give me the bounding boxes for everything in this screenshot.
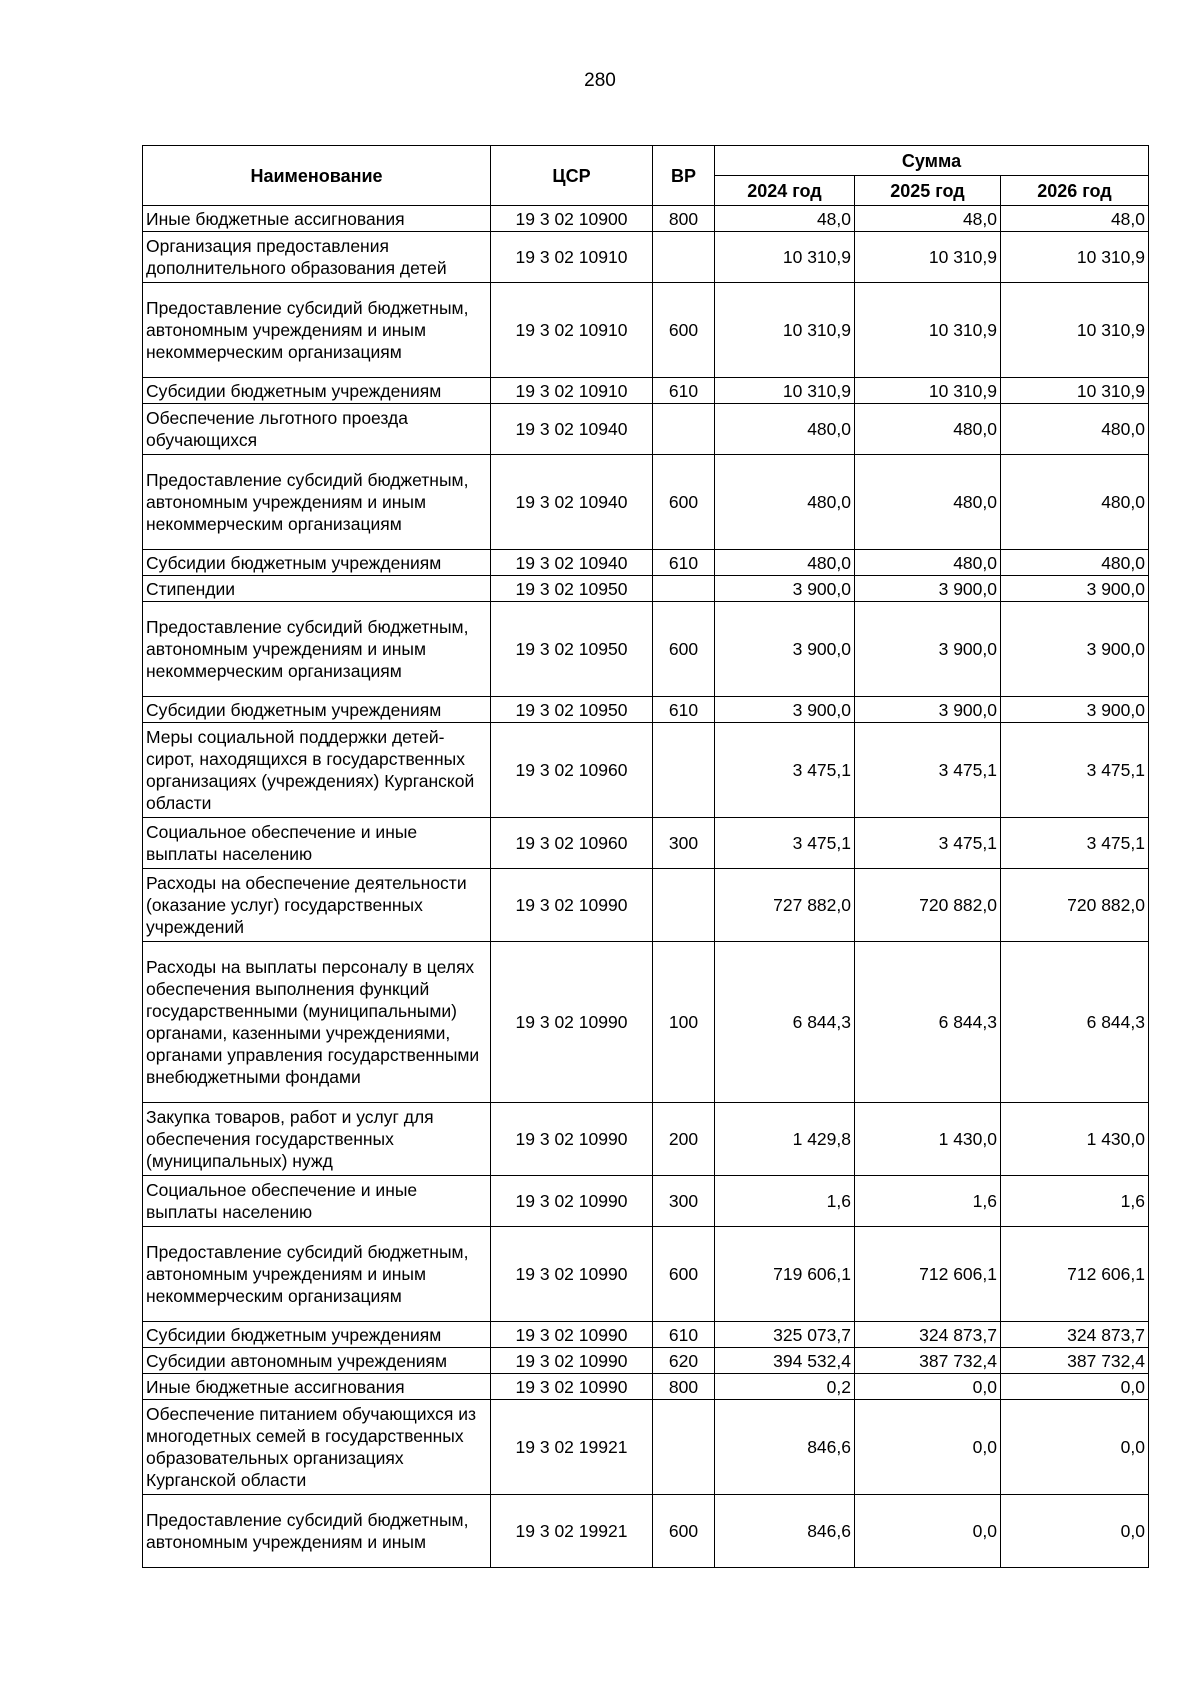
row-name: Предоставление субсидий бюджетным, автономным учреждениям и иным некоммерческим организациям: [143, 455, 491, 550]
row-csr: 19 3 02 10910: [491, 232, 653, 283]
header-vr: ВР: [653, 146, 715, 206]
row-csr: 19 3 02 10940: [491, 404, 653, 455]
page-number: 280: [584, 70, 616, 91]
table-row: [143, 1227, 1149, 1322]
row-name: Предоставление субсидий бюджетным, автономным учреждениям и иным некоммерческим организациям: [143, 283, 491, 378]
row-sum-2026: 10 310,9: [1001, 232, 1149, 283]
row-sum-2026: 0,0: [1001, 1400, 1149, 1495]
row-sum-2024: 10 310,9: [715, 283, 855, 378]
table-row: [143, 378, 1149, 404]
header-sum: Сумма: [715, 146, 1149, 176]
row-name: Субсидии бюджетным учреждениям: [143, 550, 491, 576]
row-vr: 610: [653, 697, 715, 723]
row-sum-2026: 387 732,4: [1001, 1348, 1149, 1374]
table-row: [143, 550, 1149, 576]
row-name: Расходы на выплаты персоналу в целях обеспечения выполнения функций государственными (муниципальными) органами, казенными учреждениями, органами управления государственными внебюджетными фондами: [143, 942, 491, 1103]
table-body: [143, 206, 1149, 1568]
row-sum-2026: 3 475,1: [1001, 818, 1149, 869]
table-row: [143, 697, 1149, 723]
row-vr: 300: [653, 818, 715, 869]
row-sum-2024: 480,0: [715, 455, 855, 550]
row-sum-2025: 3 900,0: [855, 697, 1001, 723]
row-csr: 19 3 02 19921: [491, 1400, 653, 1495]
row-sum-2024: 325 073,7: [715, 1322, 855, 1348]
row-sum-2026: 48,0: [1001, 206, 1149, 232]
row-sum-2026: 480,0: [1001, 404, 1149, 455]
table-row: [143, 1400, 1149, 1495]
table-row: [143, 1495, 1149, 1568]
row-name: Организация предоставления дополнительного образования детей: [143, 232, 491, 283]
row-sum-2025: 0,0: [855, 1495, 1001, 1568]
row-name: Социальное обеспечение и иные выплаты населению: [143, 1176, 491, 1227]
row-name: Расходы на обеспечение деятельности (оказание услуг) государственных учреждений: [143, 869, 491, 942]
row-sum-2024: 10 310,9: [715, 232, 855, 283]
row-sum-2025: 480,0: [855, 550, 1001, 576]
row-csr: 19 3 02 10990: [491, 1103, 653, 1176]
row-vr: [653, 869, 715, 942]
row-csr: 19 3 02 10960: [491, 818, 653, 869]
row-sum-2025: 10 310,9: [855, 283, 1001, 378]
row-name: Предоставление субсидий бюджетным, автономным учреждениям и иным некоммерческим организациям: [143, 602, 491, 697]
row-name: Обеспечение льготного проезда обучающихся: [143, 404, 491, 455]
row-sum-2024: 1,6: [715, 1176, 855, 1227]
row-vr: [653, 232, 715, 283]
table-row: [143, 602, 1149, 697]
header-year-2025: 2025 год: [855, 176, 1001, 206]
table-row: [143, 455, 1149, 550]
row-vr: 610: [653, 1322, 715, 1348]
row-sum-2024: 394 532,4: [715, 1348, 855, 1374]
row-vr: 200: [653, 1103, 715, 1176]
row-csr: 19 3 02 10990: [491, 1227, 653, 1322]
row-name: Иные бюджетные ассигнования: [143, 1374, 491, 1400]
table-row: [143, 723, 1149, 818]
header-year-2026: 2026 год: [1001, 176, 1149, 206]
row-name: Социальное обеспечение и иные выплаты населению: [143, 818, 491, 869]
row-csr: 19 3 02 19921: [491, 1495, 653, 1568]
row-name: Предоставление субсидий бюджетным, автономным учреждениям и иным: [143, 1495, 491, 1568]
header-name: Наименование: [143, 146, 491, 206]
row-sum-2025: 720 882,0: [855, 869, 1001, 942]
budget-table: [142, 145, 1149, 1568]
row-sum-2026: 720 882,0: [1001, 869, 1149, 942]
row-sum-2026: 712 606,1: [1001, 1227, 1149, 1322]
row-vr: 300: [653, 1176, 715, 1227]
row-sum-2025: 480,0: [855, 455, 1001, 550]
row-vr: 800: [653, 206, 715, 232]
row-vr: [653, 723, 715, 818]
row-sum-2025: 3 900,0: [855, 576, 1001, 602]
row-sum-2024: 0,2: [715, 1374, 855, 1400]
row-vr: 800: [653, 1374, 715, 1400]
row-vr: 600: [653, 283, 715, 378]
row-sum-2026: 3 900,0: [1001, 697, 1149, 723]
row-vr: [653, 1400, 715, 1495]
row-csr: 19 3 02 10990: [491, 942, 653, 1103]
row-csr: 19 3 02 10950: [491, 602, 653, 697]
row-csr: 19 3 02 10950: [491, 697, 653, 723]
row-sum-2025: 324 873,7: [855, 1322, 1001, 1348]
row-vr: 610: [653, 550, 715, 576]
row-sum-2026: 10 310,9: [1001, 378, 1149, 404]
row-sum-2026: 3 900,0: [1001, 576, 1149, 602]
row-csr: 19 3 02 10990: [491, 1374, 653, 1400]
row-sum-2024: 10 310,9: [715, 378, 855, 404]
table-row: [143, 232, 1149, 283]
row-csr: 19 3 02 10910: [491, 283, 653, 378]
row-sum-2024: 480,0: [715, 404, 855, 455]
table-row: [143, 1103, 1149, 1176]
row-csr: 19 3 02 10900: [491, 206, 653, 232]
row-sum-2025: 1 430,0: [855, 1103, 1001, 1176]
row-csr: 19 3 02 10990: [491, 1348, 653, 1374]
table-row: [143, 818, 1149, 869]
row-name: Закупка товаров, работ и услуг для обеспечения государственных (муниципальных) нужд: [143, 1103, 491, 1176]
row-sum-2025: 3 475,1: [855, 818, 1001, 869]
row-name: Предоставление субсидий бюджетным, автономным учреждениям и иным некоммерческим организациям: [143, 1227, 491, 1322]
row-sum-2025: 3 900,0: [855, 602, 1001, 697]
table-row: [143, 1176, 1149, 1227]
row-csr: 19 3 02 10940: [491, 550, 653, 576]
row-sum-2024: 3 900,0: [715, 602, 855, 697]
row-sum-2026: 10 310,9: [1001, 283, 1149, 378]
row-sum-2025: 6 844,3: [855, 942, 1001, 1103]
row-sum-2026: 3 475,1: [1001, 723, 1149, 818]
row-sum-2024: 727 882,0: [715, 869, 855, 942]
row-sum-2024: 1 429,8: [715, 1103, 855, 1176]
header-year-2024: 2024 год: [715, 176, 855, 206]
row-sum-2025: 1,6: [855, 1176, 1001, 1227]
table-row: [143, 942, 1149, 1103]
table-row: [143, 206, 1149, 232]
row-sum-2026: 480,0: [1001, 455, 1149, 550]
row-name: Субсидии бюджетным учреждениям: [143, 697, 491, 723]
row-sum-2026: 0,0: [1001, 1495, 1149, 1568]
row-sum-2026: 324 873,7: [1001, 1322, 1149, 1348]
table-row: [143, 1348, 1149, 1374]
row-csr: 19 3 02 10910: [491, 378, 653, 404]
row-sum-2026: 0,0: [1001, 1374, 1149, 1400]
row-sum-2024: 480,0: [715, 550, 855, 576]
row-vr: 600: [653, 1227, 715, 1322]
row-vr: 100: [653, 942, 715, 1103]
row-sum-2025: 48,0: [855, 206, 1001, 232]
row-sum-2024: 3 900,0: [715, 576, 855, 602]
row-sum-2026: 3 900,0: [1001, 602, 1149, 697]
row-sum-2025: 3 475,1: [855, 723, 1001, 818]
row-sum-2025: 10 310,9: [855, 232, 1001, 283]
row-vr: [653, 576, 715, 602]
row-csr: 19 3 02 10960: [491, 723, 653, 818]
row-csr: 19 3 02 10990: [491, 1176, 653, 1227]
row-sum-2025: 0,0: [855, 1374, 1001, 1400]
table-row: [143, 404, 1149, 455]
row-sum-2025: 387 732,4: [855, 1348, 1001, 1374]
row-sum-2026: 1 430,0: [1001, 1103, 1149, 1176]
row-sum-2024: 3 475,1: [715, 723, 855, 818]
row-csr: 19 3 02 10950: [491, 576, 653, 602]
row-csr: 19 3 02 10940: [491, 455, 653, 550]
row-sum-2024: 48,0: [715, 206, 855, 232]
row-csr: 19 3 02 10990: [491, 869, 653, 942]
row-sum-2024: 719 606,1: [715, 1227, 855, 1322]
row-vr: 600: [653, 1495, 715, 1568]
row-sum-2026: 1,6: [1001, 1176, 1149, 1227]
table-header: [143, 146, 1149, 206]
row-vr: 600: [653, 602, 715, 697]
row-sum-2024: 6 844,3: [715, 942, 855, 1103]
row-sum-2024: 846,6: [715, 1400, 855, 1495]
row-vr: 600: [653, 455, 715, 550]
row-name: Субсидии бюджетным учреждениям: [143, 1322, 491, 1348]
row-sum-2024: 846,6: [715, 1495, 855, 1568]
row-sum-2024: 3 475,1: [715, 818, 855, 869]
row-name: Субсидии автономным учреждениям: [143, 1348, 491, 1374]
table-row: [143, 283, 1149, 378]
row-csr: 19 3 02 10990: [491, 1322, 653, 1348]
row-sum-2026: 6 844,3: [1001, 942, 1149, 1103]
row-name: Меры социальной поддержки детей-сирот, находящихся в государственных организациях (учреждениях) Курганской области: [143, 723, 491, 818]
row-sum-2024: 3 900,0: [715, 697, 855, 723]
row-sum-2026: 480,0: [1001, 550, 1149, 576]
row-sum-2025: 10 310,9: [855, 378, 1001, 404]
row-name: Стипендии: [143, 576, 491, 602]
table-row: [143, 869, 1149, 942]
row-sum-2025: 480,0: [855, 404, 1001, 455]
row-name: Обеспечение питанием обучающихся из многодетных семей в государственных образовательных организациях Курганской области: [143, 1400, 491, 1495]
table-row: [143, 1374, 1149, 1400]
table-row: [143, 1322, 1149, 1348]
row-sum-2025: 712 606,1: [855, 1227, 1001, 1322]
row-name: Иные бюджетные ассигнования: [143, 206, 491, 232]
table-row: [143, 576, 1149, 602]
header-csr: ЦСР: [491, 146, 653, 206]
row-vr: 610: [653, 378, 715, 404]
row-sum-2025: 0,0: [855, 1400, 1001, 1495]
row-name: Субсидии бюджетным учреждениям: [143, 378, 491, 404]
row-vr: [653, 404, 715, 455]
row-vr: 620: [653, 1348, 715, 1374]
